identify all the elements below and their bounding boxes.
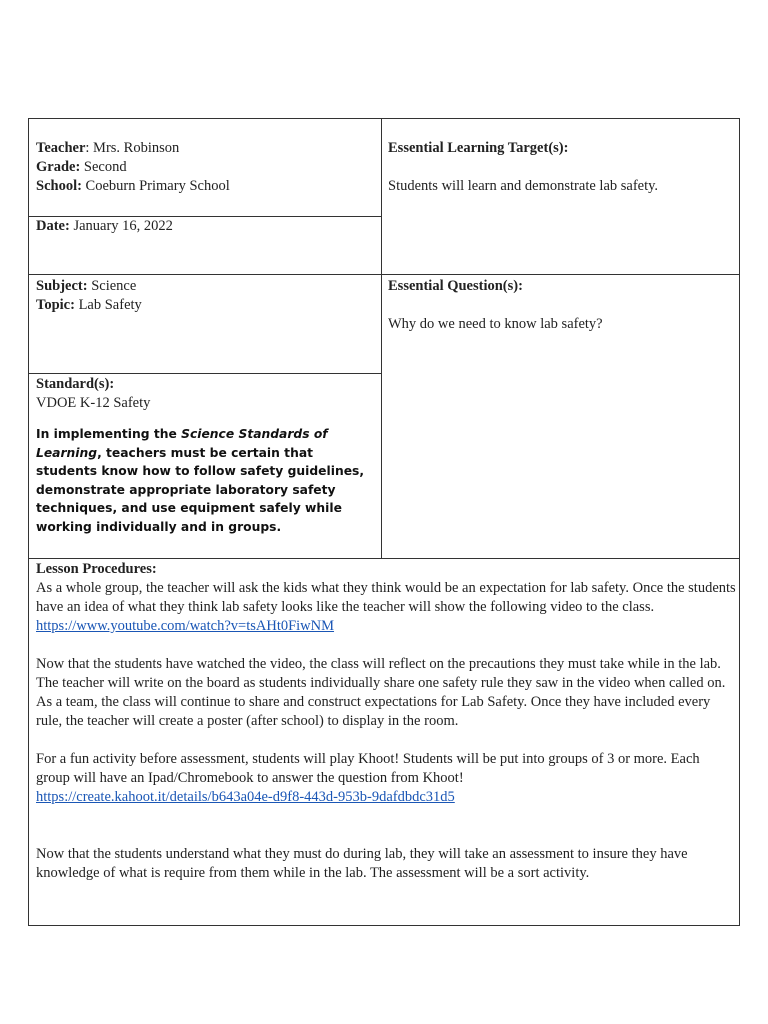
date-label: Date:	[36, 218, 70, 234]
row-divider-procedures	[29, 558, 740, 559]
subject-value: Science	[87, 278, 137, 294]
topic-value: Lab Safety	[74, 297, 142, 313]
teacher-line	[36, 139, 376, 158]
date-value: January 16, 2022	[69, 218, 173, 234]
grade-line	[36, 158, 376, 177]
lesson-procedures-label: Lesson Procedures:	[36, 561, 157, 577]
school-line	[36, 177, 376, 196]
lesson-plan-table	[28, 118, 740, 926]
procedures-paragraph-1: As a whole group, the teacher will ask the kids what they think would be an expectation for lab safety. Once the students have an idea of what they think lab safety looks like the teacher will show the following video to the class.	[36, 580, 736, 615]
teacher-value: : Mrs. Robinson	[85, 140, 180, 156]
date-line	[36, 217, 376, 236]
procedures-paragraph-3: For a fun activity before assessment, students will play Khoot! Students will be put into groups of 3 or more. Each group will have an Ipad/Chromebook to answer the question from Khoot!	[36, 751, 700, 786]
standards-label: Standard(s):	[36, 376, 115, 392]
topic-line	[36, 296, 376, 315]
procedures-paragraph-4: Now that the students understand what they must do during lab, they will take an assessment to insure they have knowledge of what is require from them while in the lab. The assessment will be a sort activity.	[36, 846, 688, 881]
subject-cell	[36, 277, 376, 315]
standards-body-pre: In implementing the	[36, 427, 182, 441]
learning-target-cell	[388, 139, 733, 196]
essential-question-cell	[388, 277, 733, 334]
grade-value: Second	[80, 159, 127, 175]
standards-body-italic: Science Standards of Learning	[36, 427, 328, 460]
essential-question-label: Essential Question(s):	[388, 278, 523, 294]
grade-label: Grade:	[36, 159, 81, 175]
lesson-procedures-cell	[36, 560, 736, 883]
procedures-paragraph-2: Now that the students have watched the video, the class will reflect on the precautions they must take while in the lab. The teacher will write on the board as students individually share one safety rule they saw in the video when called on. As a team, the class will continue to share and construct expectations for Lab Safety. Once they have included every rule, the teacher will create a poster (after school) to display in the room.	[36, 656, 726, 729]
standards-body-post: , teachers must be certain that students know how to follow safety guidelines, demonstrate appropriate laboratory safety techniques, and use equipment safely while working individually and in groups.	[36, 445, 365, 534]
date-cell	[36, 217, 376, 236]
standards-cell	[36, 375, 376, 536]
school-value: Coeburn Primary School	[81, 178, 230, 194]
row-divider-subject	[29, 373, 381, 374]
essential-question-text: Why do we need to know lab safety?	[388, 316, 603, 332]
standards-value: VDOE K-12 Safety	[36, 395, 151, 411]
school-label: School:	[36, 178, 82, 194]
kahoot-link[interactable]: https://create.kahoot.it/details/b643a04e-d9f8-443d-953b-9dafdbdc31d5	[36, 789, 455, 805]
column-divider	[381, 119, 382, 558]
topic-label: Topic:	[36, 297, 75, 313]
learning-target-text: Students will learn and demonstrate lab safety.	[388, 178, 659, 194]
learning-target-label: Essential Learning Target(s):	[388, 140, 569, 156]
row-divider-date	[29, 274, 740, 275]
standards-body	[36, 425, 372, 536]
teacher-info-cell	[36, 139, 376, 196]
teacher-label: Teacher	[36, 140, 86, 156]
subject-label: Subject:	[36, 278, 88, 294]
youtube-video-link[interactable]: https://www.youtube.com/watch?v=tsAHt0FiwNM	[36, 618, 335, 634]
subject-line	[36, 277, 376, 296]
